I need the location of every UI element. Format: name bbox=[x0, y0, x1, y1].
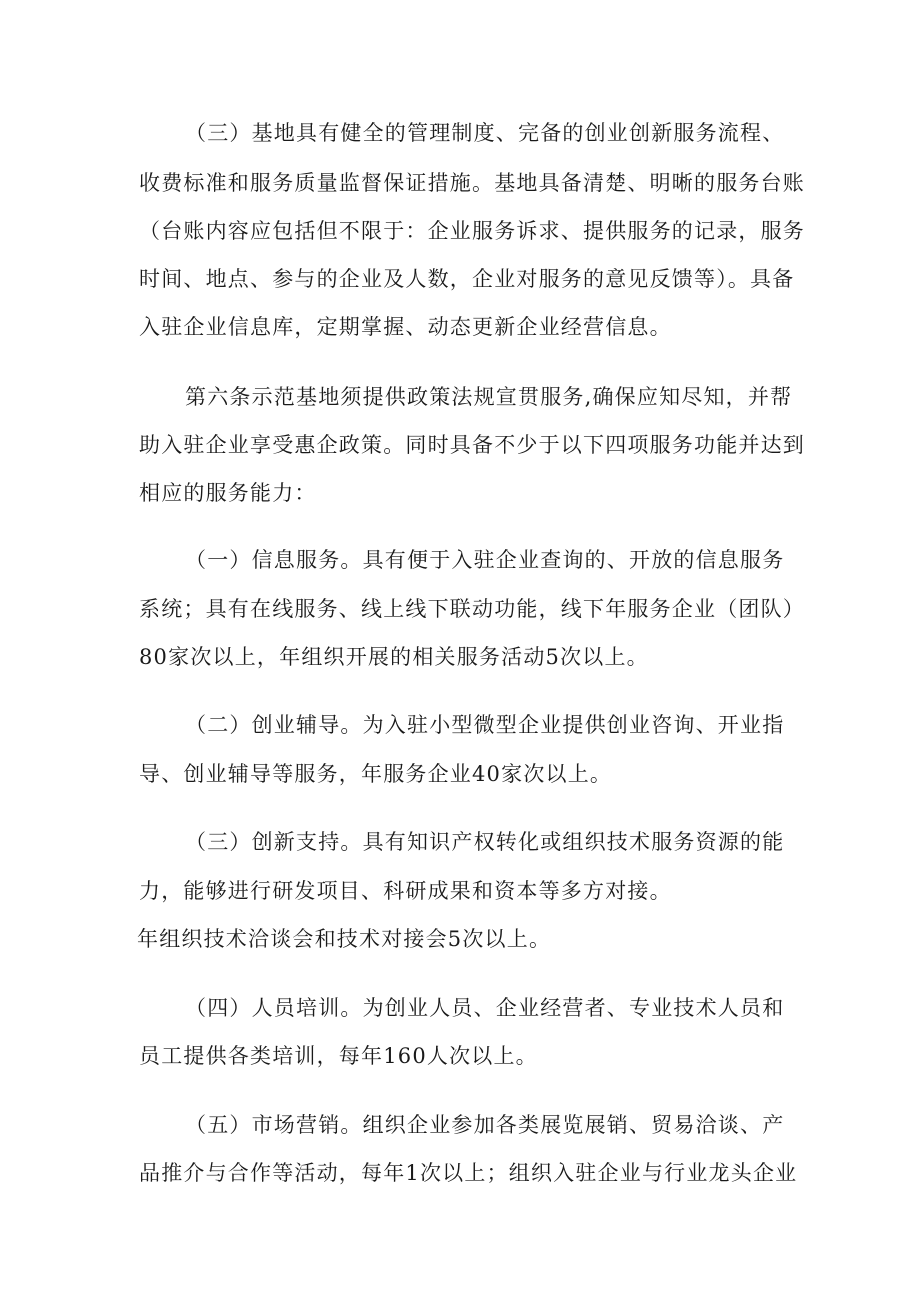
text-line: （台账内容应包括但不限于：企业服务诉求、提供服务的记录，服务 bbox=[139, 219, 805, 243]
text-line: 相应的服务能力： bbox=[139, 481, 317, 505]
text-line: （二）创业辅导。为入驻小型微型企业提供创业咨询、开业指 bbox=[185, 713, 785, 737]
text-line: 收费标准和服务质量监督保证措施。基地具备清楚、明晰的服务台账 bbox=[139, 171, 805, 195]
text-line: 入驻企业信息库，定期掌握、动态更新企业经营信息。 bbox=[139, 315, 672, 339]
text-line: 助入驻企业享受惠企政策。同时具备不少于以下四项服务功能并达到 bbox=[139, 433, 805, 457]
text-line: 年组织技术洽谈会和技术对接会5次以上。 bbox=[137, 927, 552, 951]
text-line: 力，能够进行研发项目、科研成果和资本等多方对接。 bbox=[139, 879, 672, 903]
text-line: 导、创业辅导等服务，年服务企业40家次以上。 bbox=[139, 762, 613, 786]
text-line: （三）创新支持。具有知识产权转化或组织技术服务资源的能 bbox=[185, 830, 785, 854]
text-line: （三）基地具有健全的管理制度、完备的创业创新服务流程、 bbox=[185, 121, 785, 145]
text-line: 80家次以上，年组织开展的相关服务活动5次以上。 bbox=[139, 645, 649, 669]
text-line: 第六条示范基地须提供政策法规宣贯服务,确保应知尽知，并帮 bbox=[185, 385, 793, 409]
text-line: 员工提供各类培训，每年160人次以上。 bbox=[139, 1044, 538, 1068]
text-line: （一）信息服务。具有便于入驻企业查询的、开放的信息服务 bbox=[185, 548, 785, 572]
text-line: （五）市场营销。组织企业参加各类展览展销、贸易洽谈、产 bbox=[185, 1113, 785, 1137]
text-line: 品推介与合作等活动，每年1次以上；组织入驻企业与行业龙头企业 bbox=[139, 1161, 798, 1185]
text-line: 时间、地点、参与的企业及人数，企业对服务的意见反馈等）。具备 bbox=[139, 267, 795, 291]
text-line: 系统；具有在线服务、线上线下联动功能，线下年服务企业（团队） bbox=[139, 597, 805, 621]
text-line: （四）人员培训。为创业人员、企业经营者、专业技术人员和 bbox=[185, 996, 785, 1020]
